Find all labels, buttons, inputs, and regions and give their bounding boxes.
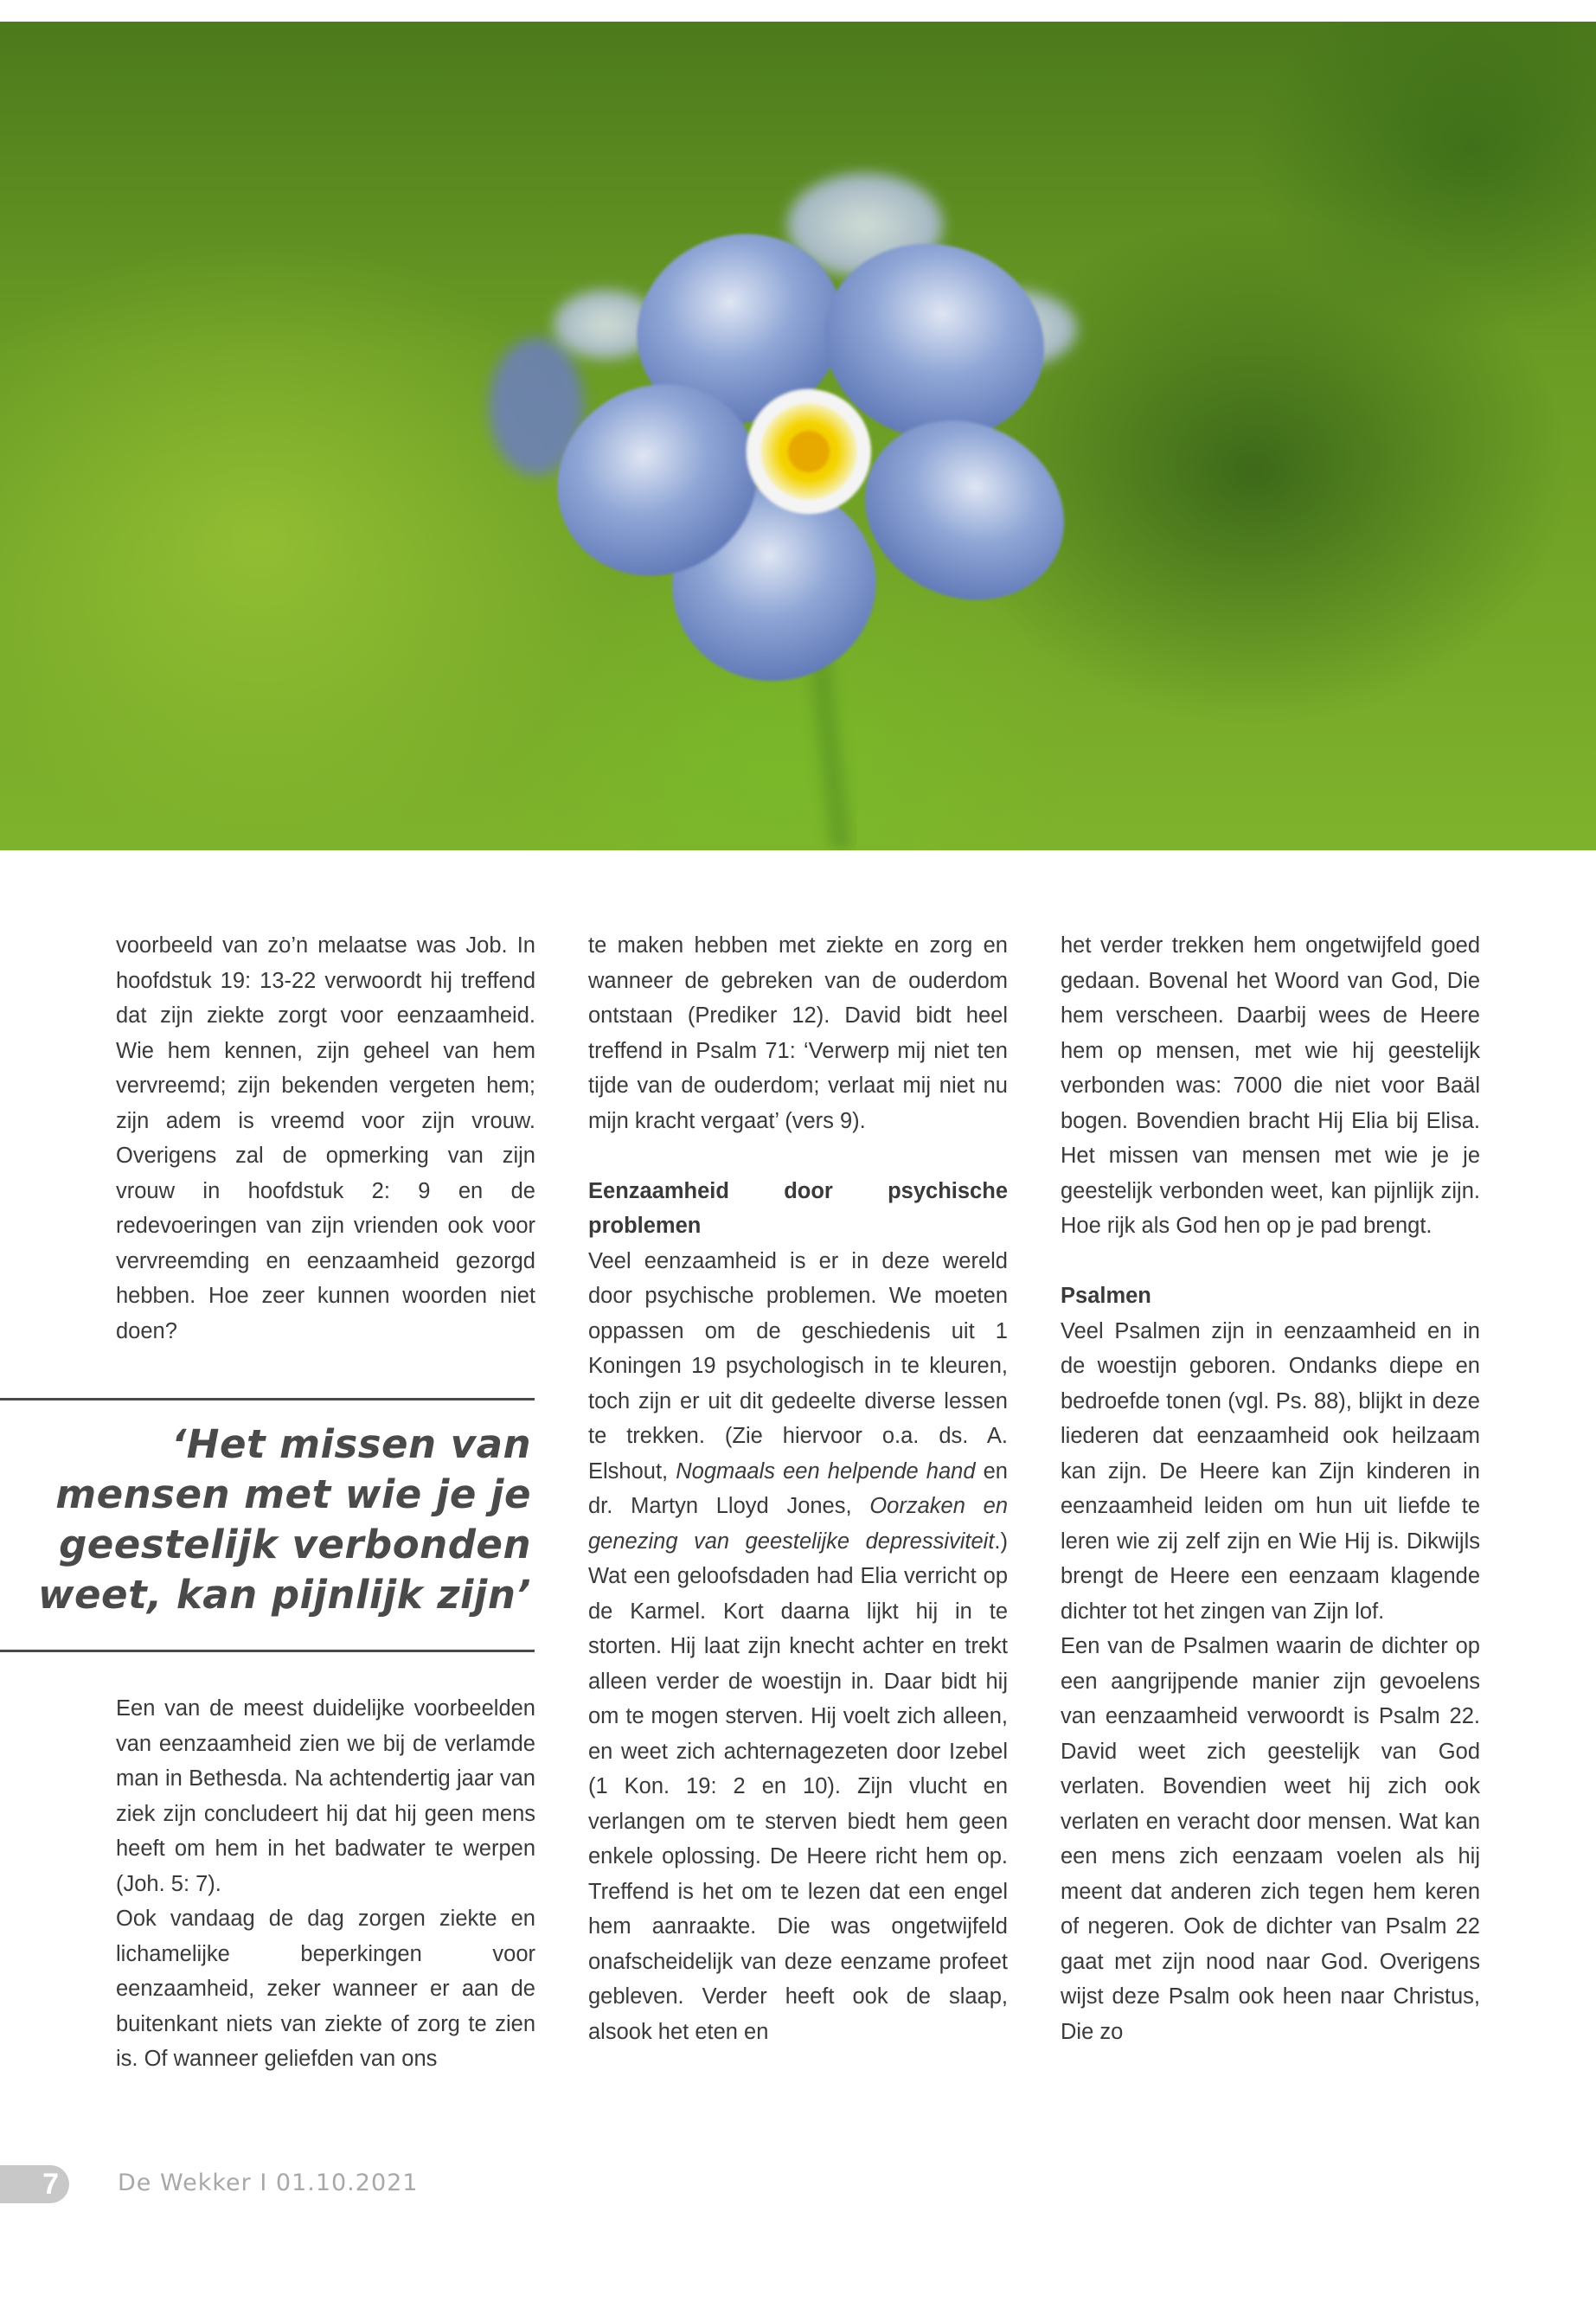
footer-publication-line	[118, 2170, 418, 2196]
section-heading-psalmen: Psalmen	[1061, 1284, 1151, 1308]
paragraph: Veel eenzaamheid is er in deze wereld door psychische problemen. We moeten oppassen om de geschiedenis uit 1 Koningen 19 psychologisch in te kleuren, toch zijn er uit dit gedeelte diverse lessen te trekken. (Zie hiervoor o.a. ds. A. Elshout, Nogmaals een helpende hand en dr. Martyn Lloyd Jones, Oorzaken en genezing van geestelijke depressiviteit.) Wat een geloofsdaden had Elia verricht op de Karmel. Kort daarna lijkt hij in te storten. Hij laat zijn knecht achter en trekt alleen verder de woestijn in. Daar bidt hij om te mogen sterven. Hij voelt zich alleen, en weet zich achternagezeten door Izebel (1 Kon. 19: 2 en 10). Zijn vlucht en verlangen om te sterven biedt hem geen enkele oplossing. De Heere richt hem op. Treffend is het om te lezen dat een engel hem aanraakte. Die was ongetwijfeld onafscheidelijk van deze eenzame profeet gebleven. Verder heeft ook de slaap, alsook het eten en	[588, 1248, 1008, 2044]
paragraph: het verder trekken hem ongetwijfeld goed gedaan. Bovenal het Woord van God, Die hem verscheen. Daarbij wees de Heere hem op mensen, met wie hij geestelijk verbonden was: 7000 die niet voor Baäl bogen. Bovendien bracht Hij Elia bij Elisa. Het missen van mensen met wie je je geestelijk verbonden weet, kan pijnlijk zijn. Hoe rijk als God hen op je pad brengt.	[1061, 933, 1480, 1238]
column-1-text	[116, 928, 535, 1349]
section-heading-psychische-problemen: Eenzaamheid door psychische problemen	[588, 1178, 1008, 1238]
paragraph: te maken hebben met ziekte en zorg en wanneer de gebreken van de ouderdom ontstaan (Prediker 12). David bidt heel treffend in Psalm 71: ‘Verwerp mij niet ten tijde van de ouderdom; verlaat mij niet nu mijn kracht vergaat’ (vers 9).	[588, 933, 1008, 1133]
paragraph: Een van de Psalmen waarin de dichter op een aangrijpende manier zijn gevoelens van eenzaamheid verwoordt is Psalm 22. David weet zich geestelijk van God verlaten. Bovendien weet hij zich ook verlaten en veracht door mensen. Wat kan een mens zich eenzaam voelen als hij meent dat anderen zich tegen hem keren of negeren. Ook de dichter van Psalm 22 gaat met zijn nood naar God. Overigens wijst deze Psalm ook heen naar Christus, Die zo	[1061, 1634, 1480, 2044]
footer-separator: I	[260, 2170, 268, 2196]
paragraph: Een van de meest duidelijke voorbeelden van eenzaamheid zien we bij de verlamde man in Bethesda. Na achtendertig jaar van ziek zijn concludeert hij dat hij geen mens heeft om hem in het badwater te werpen (Joh. 5: 7).	[116, 1696, 535, 1896]
flower-illustration	[0, 22, 1596, 850]
pull-quote-text: ‘Het missen van mensen met wie je je geestelijk verbonden weet, kan pijnlijk zijn’	[37, 1421, 531, 1618]
hero-photo-forget-me-not	[0, 22, 1596, 850]
paragraph: voorbeeld van zo’n melaatse was Job. In hoofdstuk 19: 13-22 verwoordt hij treffend dat zijn ziekte zorgt voor eenzaamheid. Wie hem kennen, zijn geheel van hem vervreemd; zijn bekenden vergeten hem; zijn adem is vreemd voor zijn vrouw. Overigens zal de opmerking van zijn vrouw in hoofdstuk 2: 9 en de redevoeringen van zijn vrienden ook voor vervreemding en eenzaamheid gezorgd hebben. Hoe zeer kunnen woorden niet doen?	[116, 933, 535, 1343]
publication-name: De Wekker	[118, 2170, 252, 2196]
column-1-lower-text	[116, 1691, 535, 2077]
pull-quote	[0, 1398, 535, 1652]
publication-date: 01.10.2021	[275, 2170, 419, 2196]
paragraph: Ook vandaag de dag zorgen ziekte en lichamelijke beperkingen voor eenzaamheid, zeker wanneer er aan de buitenkant niets van ziekte of zorg te zien is. Of wanneer geliefden van ons	[116, 1907, 535, 2071]
paragraph: Veel Psalmen zijn in eenzaamheid en in de woestijn geboren. Ondanks diepe en bedroefde tonen (vgl. Ps. 88), blijkt in deze liederen dat eenzaamheid ook heilzaam kan zijn. De Heere kan Zijn kinderen in eenzaamheid leiden om hun uit liefde te leren wie zij zelf zijn en Wie Hij is. Dikwijls brengt de Heere een eenzaam klagende dichter tot het zingen van Zijn lof.	[1061, 1318, 1480, 1624]
column-3-text	[1061, 928, 1480, 2049]
column-2-text	[588, 928, 1008, 2049]
page-number: 7	[0, 2165, 69, 2203]
